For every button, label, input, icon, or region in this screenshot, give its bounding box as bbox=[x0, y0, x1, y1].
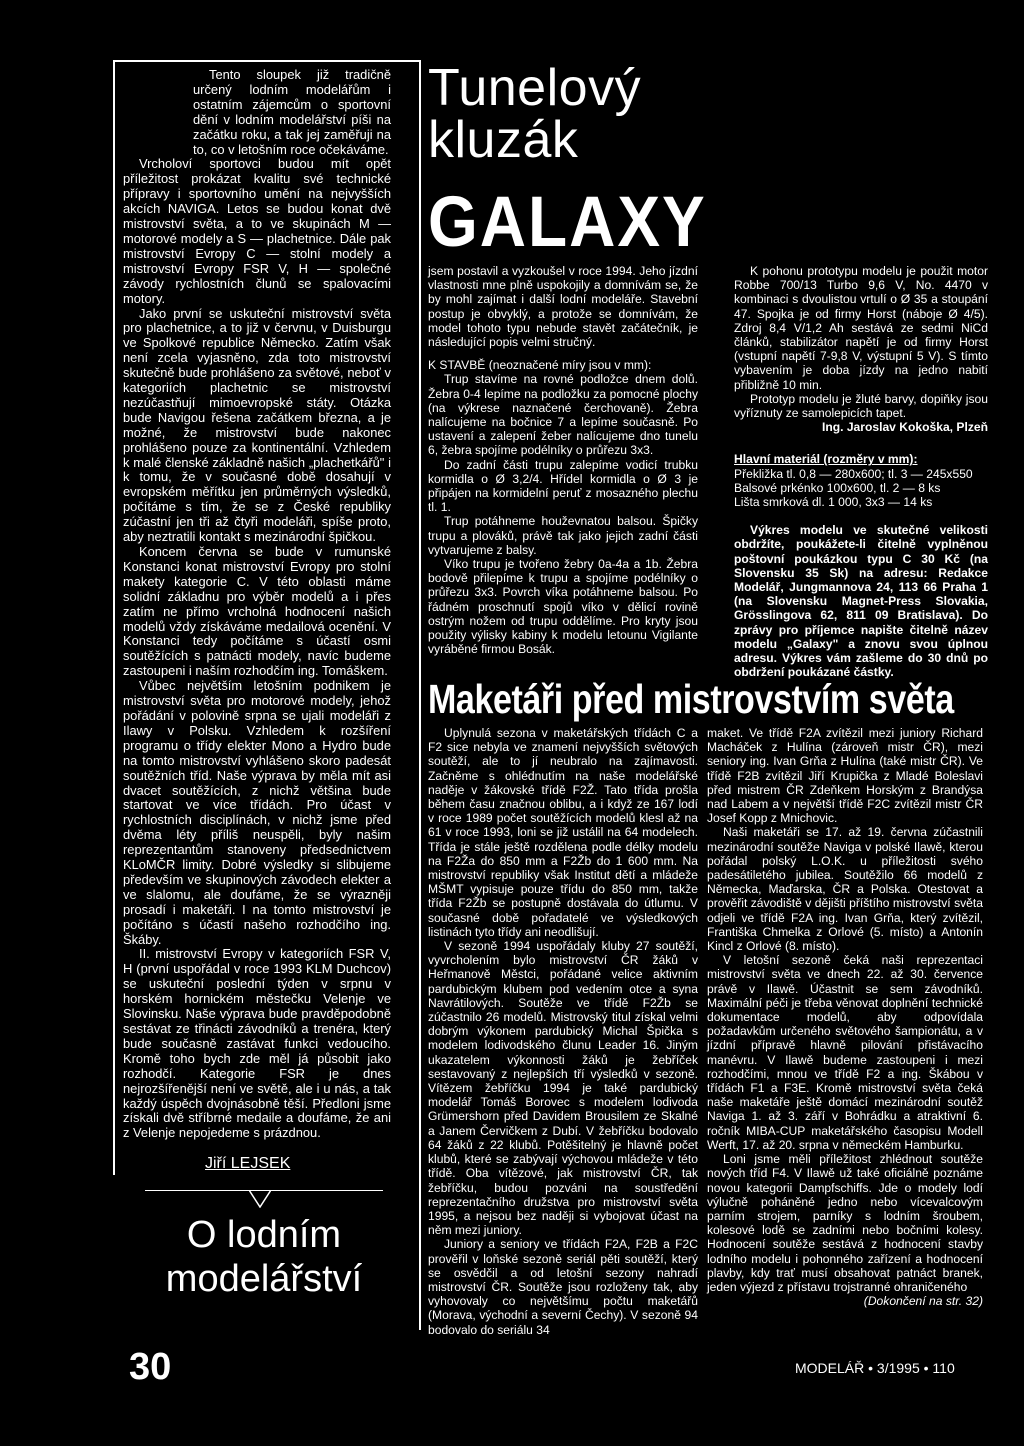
galaxy-heading: K STAVBĚ (neoznačené míry jsou v mm): bbox=[428, 358, 652, 373]
title-line: kluzák bbox=[428, 111, 579, 169]
galaxy-paragraph: Víko trupu je tvořeno žebry 0a-4a a 1b. Žebra bodově přilepíme k trupu a spojíme podélníky o průřezu 3x3. Povrch víka potáhneme balsou. Po řádném proschnutí spojů víko v dělicí rovině ostrým nožem od trupu oddělíme. Pro kryty jsou použity výlisky kabiny k modelu letounu Vigilante vyráběné firmou Bosák. bbox=[428, 557, 698, 657]
section-title bbox=[140, 1213, 388, 1301]
order-instructions: Výkres modelu ve skutečné velikosti obdržíte, poukážete-li čitelně vyplněnou poštovní poukázkou typu C 30 Kč (na Slovensku 35 Sk) na adresu: Redakce Modelář, Jungmannova 24, 113 66 Praha 1 (na Slovensku Magnet-Press Slovakia, Grösslingova 62, 811 09 Bratislava). Do zprávy pro příjemce napište čitelně název modelu „Galaxy" a znovu svou úplnou adresu. Výkres vám zašleme do 30 dnů po obdržení poukázané částky. bbox=[734, 523, 988, 680]
spec-line: Balsové prkénko 100x600, tl. 2 — 8 ks bbox=[734, 480, 941, 495]
galaxy-column-1 bbox=[428, 264, 698, 656]
column-frame-top bbox=[113, 60, 421, 62]
intro-paragraph: Tento sloupek již tradičně určený lodním modelářům i ostatním zájemcům o sportovní dění v lodním modelářství píši na začátku roku, a tak jej zaměřuji na to, co v letošním roce očekáváme. bbox=[193, 67, 391, 157]
galaxy-signature: Ing. Jaroslav Kokoška, Plzeň bbox=[821, 420, 988, 435]
article-title bbox=[428, 59, 642, 169]
galaxy-paragraph: K pohonu prototypu modelu je použit motor Robbe 700/13 Turbo 9,6 V, No. 4470 v kombinaci s dvoulistou vrtulí o Ø 35 a stoupání 47. Spojka je od firmy Horst (náboje Ø 4/5). Zdroj 8,4 V/1,2 Ah sestává ze sedmi NiCd článků, stabilizátor napětí je od firmy Horst (vstupní napětí 7-9,8 V, výstupní 5 V). S tímto vybavením je doba jízdy na jedno nabití přibližně 10 min. bbox=[734, 264, 988, 392]
section-title-line: O lodním bbox=[186, 1214, 342, 1256]
intro-paragraph: Jako první se uskuteční mistrovství světa pro plachetnice, a to již v červnu, v Duisburgu ve Spolkové republice Německo. Zatím však není zcela vyjasněno, zda toto mistrovství skutečně bude prohlášeno za světové, neboť v kategoriích plachetnic se mistrovství nezúčastňují mimoevropské státy. Otázka bude Navigou řešena začátkem března, a je možné, že mistrovství bude nakonec prohlášeno pouze za kontinentální. Vzhledem k malé členské základně našich „plachetkářů" i k tomu, že v současné době dosahují v evropském měřítku jen průměrných výsledků, počítáme s tím, že se z České republiky zúčastní jen tři až čtyři modeláři, spíše proto, aby neztratili kontakt s mezinárodní špičkou. bbox=[123, 305, 391, 545]
galaxy-paragraph: Trup stavíme na rovné podložce dnem dolů. Žebra 0-4 lepíme na podložku za pomocné plochy (na výkrese naznačené čerchovaně). Žebra nalícujeme na bočnice 7 a lepíme současně. Po ustavení a zalepení žeber nalícujeme dno tunelu 6, žebra spojíme podélníky o průřezu 3x3. bbox=[428, 372, 698, 458]
galaxy-paragraph: Prototyp modelu je žluté barvy, dopiňky jsou vyříznuty ze samolepicích tapet. bbox=[734, 391, 988, 421]
article2-title: Maketáři před mistrovstvím světa bbox=[428, 676, 954, 722]
galaxy-column-2 bbox=[734, 264, 988, 679]
article2-paragraph: Uplynulá sezona v maketářských třídách C a F2 sice nebyla ve znamení nejvyšších světových soutěží, ale to jí neubralo na zajímavosti. Začněme s ohlédnutím na naše modelářské naděje v žákovské třídě F2Ž. Tato třída prošla během času značnou oblibu, a i když ze 167 lodí v roce 1989 počet soutěžících modelů klesl až na 61 v roce 1993, loni se již ustálil na 64 modelech. Třída je stále ještě rozdělena podle délky modelu na F2Ža do 850 mm a F2Žb do 1 600 mm. Na mistrovství republiky však Institut dětí a mládeže MŠMT vypisuje pouze třídu do 850 mm, takže třída F2Žb se postupně dostávala do útlumu. V současné době pořadatelé ve výsledkových listinách tyto třídy ani neodlišují. bbox=[428, 726, 698, 939]
column-frame-left bbox=[113, 60, 115, 1175]
article2-paragraph: Juniory a seniory ve třídách F2A, F2B a F2C prověřil v loňské sezoně seriál pěti soutěží, který se osvědčil a od letošní sezony nahradí mistrovství ČR. Soutěže jsou rozloženy tak, aby vyhovovaly co největšímu počtu maketářů (Morava, východní a severní Čechy). V sezoně 94 bodovalo do seriálu 34 bbox=[428, 1237, 698, 1337]
intro-paragraph: Vůbec největším letošním podnikem je mistrovství světa pro motorové modely, jehož pořádání v polovině srpna se ujali modeláři z Ilawy v Polsku. Vzhledem k rozšíření programu o třídy elekter Mono a Hydro bude na tomto mistrovství vyhlášeno skoro padesát soutěžních tříd. Naše výprava by měla mít asi dvacet soutěžících, z nichž většina bude startovat ve více třídách. Pro účast v rychlostních disciplínách, v nichž jsme před dvěma léty příliš neuspěli, byly našim reprezentantům stanoveny předsednictvem KLoMČR limity. Dobré výsledky si slibujeme především ve skupinových závodech elekter a ve slalomu, ale doufáme, že se výrazněji prosadí i maketáři. I na tomto mistrovství je počítáno s účastí našeho rozhodčího ing. Škáby. bbox=[123, 678, 391, 947]
article2-paragraph: Loni jsme měli příležitost zhlédnout soutěže nových tříd F4. V Ilawě už také oficiálně poznáme novou kategorii Dampfschiffs. Jde o modely lodí výlučně poháněné jedno nebo vícevalcovým parním strojem, parníky s lodním šroubem, kolesové lodě se zadními nebo bočními kolesy. Hodnocení soutěže sestává z hodnocení stavby lodního modelu i pohonného zařízení a hodnocení plavby, kdy trať musí obsahovat patnáct branek, jeden výjezd z přístavu trojstranné ohraničeného bbox=[707, 1152, 983, 1294]
article-title-big: GALAXY bbox=[428, 181, 707, 262]
continuation-note: (Dokončení na str. 32) bbox=[863, 1294, 983, 1309]
intro-paragraph: Koncem června se bude v rumunské Konstanci konat mistrovství Evropy pro stolní makety kategorie C. V této oblasti máme solidní základnu pro výběr modelů a i přes zatím ne přímo vrcholná hodnocení našich modelů vždy získáváme medailová ocenění. V Konstanci tedy počítáme s účastí osmi soutěžících s patnácti modely, navíc budeme zastoupeni i naším rozhodčím ing. Tomáškem. bbox=[123, 544, 391, 679]
spec-line: Překližka tl. 0,8 — 280x600; tl. 3 — 245x550 bbox=[734, 466, 973, 481]
intro-paragraph: II. mistrovství Evropy v kategoriích FSR V, H (první uspořádal v roce 1993 KLM Duchcov) se uskuteční poslední týden v srpnu v horském hornickém městečku Velenje ve Slovinsku. Naše výprava bude pravděpodobně sestávat ze třinácti závodníků a trenéra, který bude současně zastávat funkci vedoucího. Kromě toho bych zde měl já působit jako rozhodčí. Kategorie FSR je dnes nejrozšířenější není ve světě, ale i u nás, a tak každý úspěch dvojnásobně těší. Předloni jsme získali dvě stříbrné medaile a doufáme, že ani z Velenje nepojedeme s prázdnou. bbox=[123, 946, 391, 1141]
article2-column-2 bbox=[707, 726, 983, 1308]
intro-column bbox=[123, 68, 391, 1141]
author-name: Jiří LEJSEK bbox=[205, 1155, 291, 1172]
galaxy-paragraph: Do zadní části trupu zalepíme vodicí trubku kormidla o Ø 3,2/4. Hřídel kormidla o Ø 3 je připájen na kormidelní peruť z mosazného plechu tl. 1. bbox=[428, 457, 698, 515]
article2-paragraph: maket. Ve třídě F2A zvítězil mezi juniory Richard Macháček z Hulína (zároveň mistr ČR), mezi seniory ing. Ivan Grňa z Hulína (také mistr ČR). Ve třídě F2B zvítězil Jiří Krupička z Mladé Boleslavi před mistrem ČR Zdeňkem Horským z Brandýsa nad Labem a v největší třídě F2C zvítězil mistr ČR Josef Kopp z Mnichovic. bbox=[707, 726, 983, 826]
column-frame-right bbox=[419, 60, 421, 1330]
v-notch-icon bbox=[249, 1190, 271, 1208]
section-title-line: modelářství bbox=[165, 1258, 363, 1300]
article2-column-1 bbox=[428, 726, 698, 1337]
footer-magazine: MODELÁŘ • 3/1995 • 110 bbox=[795, 1360, 955, 1376]
galaxy-paragraph: jsem postavil a vyzkoušel v roce 1994. Jeho jízdní vlastnosti mne plně uspokojily a domnívám se, že by mohl zajímat i další lodní modeláře. Stavební postup je obvyklý, a protože se domnívám, že model tohoto typu nebude stavět začátečník, je následující popis velmi stručný. bbox=[428, 264, 698, 350]
article2-paragraph: V sezoně 1994 uspořádaly kluby 27 soutěží, vyvrcholením bylo mistrovství ČR žáků v Heřmanově Městci, pořádané velice aktivním pardubickým klubem pod vedením otce a syna Navrátilových. Soutěže ve třídě F2Žb se zúčastnilo 26 modelů. Mistrovský titul získal velmi dobrým výkonem pardubický Michal Špička s modelem lodivodského člunu Leader 16. Jiným ukazatelem výkonnosti žáků je žebříček sestavovaný z nejlepších tří výsledků v sezoně. Vítězem žebříčku 1994 je také pardubický modelář Tomáš Borovec s modelem lodivoda Grümershorn před Davidem Brousilem ze Skalné a Janem Červičkem z Dubí. V žebříčku bodovalo 64 žáků z 22 klubů. Potěšitelný je hlavně počet klubů, které se zabývají výchovou mládeže v této třídě. Oba vítězové, jak mistrovství ČR, tak žebříčku, budou pozváni na soustředění reprezentačního družstva pro mistrovství světa 1995, a nejsou bez naději si vybojovat účast na něm mezi juniory. bbox=[428, 939, 698, 1238]
article2-paragraph: V letošní sezoně čeká naši reprezentaci mistrovství světa ve dnech 22. až 30. července právě v Ilawě. Účastnit se sem závodníků. Maximální péči je třeba věnovat doplnění technické dokumentace modelů, aby odpovídala požadavkům určeného světového šampionátu, a v jízdní přípravě hlavně pilování přistávacího manévru. V Ilawě budeme zastoupeni i mezi rozhodčími, mnou ve třídě F2 a ing. Škábou v třídách F1 a F3E. Kromě mistrovství světa čeká naše maketáře ještě domácí mezinárodní soutěž Naviga 1. až 3. září v Bohrádku a atraktivní 6. ročník MIBA-CUP maketářského časopisu Modell Werft, 17. až 20. srpna v německém Hamburku. bbox=[707, 953, 983, 1152]
spec-heading: Hlavní materiál (rozměry v mm): bbox=[734, 452, 918, 467]
article2-paragraph: Naši maketáři se 17. až 19. června zúčastnili mezinárodní soutěže Naviga v polské Ilawě, kterou pořádal polský L.O.K. u příležitosti svého padesátiletého jubilea. Soutěžilo 66 modelů z Německa, Maďarska, ČR a Polska. Otestovat a prověřit závodiště v dějišti příštího mistrovství světa odjeli ve třídě F2A ing. Ivan Grňa, který zvítězil, Františka Chmelka z Orlové (5. místo) a Antonín Kincl z Orlové (8. místo). bbox=[707, 825, 983, 954]
title-line: Tunelový bbox=[428, 59, 642, 117]
galaxy-paragraph: Trup potáhneme houževnatou balsou. Špičky trupu a plováků, právě tak jako jejich zadní části vytvarujeme z balsy. bbox=[428, 514, 698, 557]
spec-line: Lišta smrková dl. 1 000, 3x3 — 14 ks bbox=[734, 495, 933, 510]
page-number: 30 bbox=[129, 1346, 172, 1388]
intro-paragraph: Vrcholoví sportovci budou mít opět příležitost prokázat kvalitu své technické přípravy i sportovního umění na nejvyšších akcích NAVIGA. Letos se budou konat dvě mistrovství světa, a to ve skupinách M — motorové modely a S — plachetnice. Dále pak mistrovství Evropy C — stolní modely a mistrovství Evropy FSR V, H — společné závody rychlostních člunů se spalovacími motory. bbox=[123, 156, 391, 306]
